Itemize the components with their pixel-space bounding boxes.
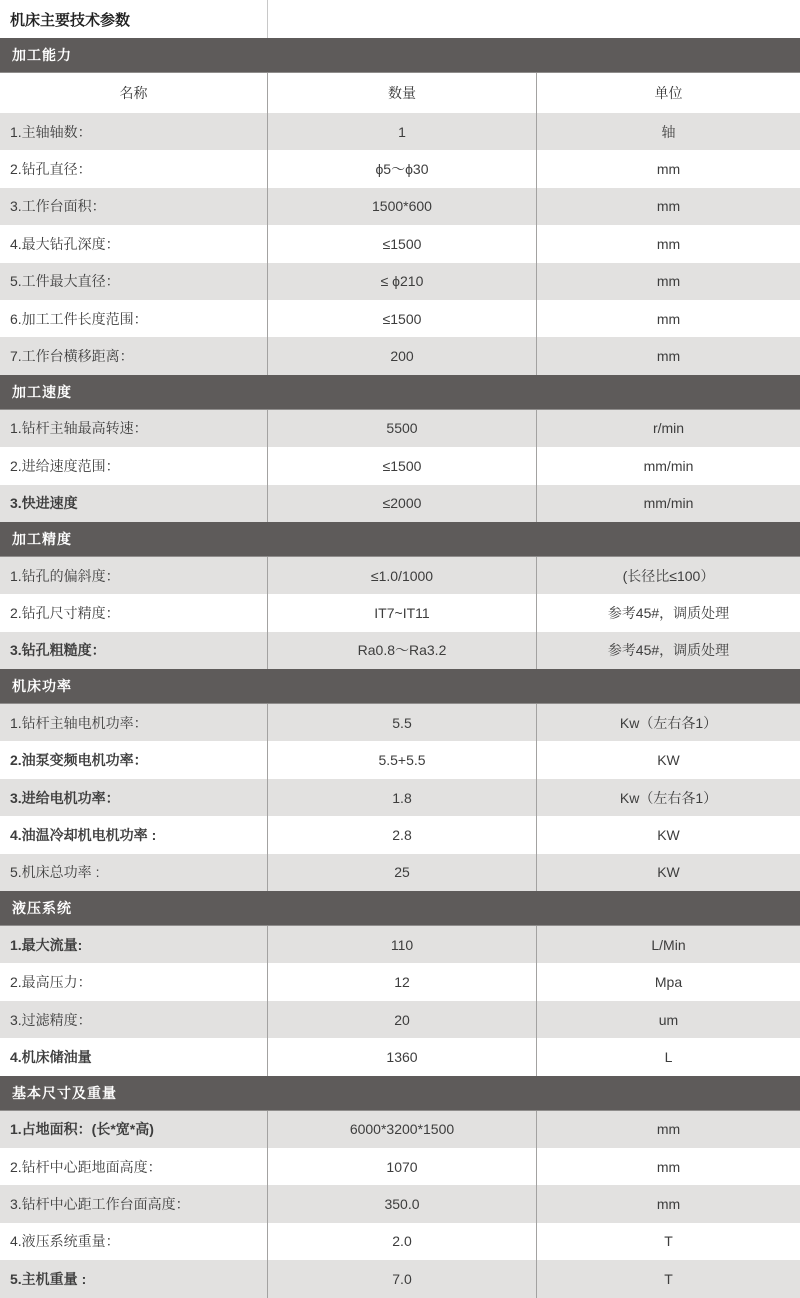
row-name-cell: 1.钻杆主轴电机功率： <box>10 714 148 731</box>
row-value-cell: 5500 <box>267 410 536 447</box>
row-name-cell: 7.工作台横移距离： <box>10 348 134 365</box>
title-column-divider <box>267 0 268 38</box>
spec-row <box>0 926 800 963</box>
row-name-cell: 3.进给电机功率： <box>10 789 120 806</box>
row-value-cell: 1500*600 <box>267 188 536 225</box>
row-value-cell: 2.0 <box>267 1223 536 1260</box>
row-unit-cell: Kw（左右各1） <box>536 779 800 816</box>
spec-row <box>0 1111 800 1148</box>
row-unit-cell: r/min <box>536 410 800 447</box>
row-name-cell: 2.钻孔尺寸精度： <box>10 604 120 621</box>
row-value-cell: 1070 <box>267 1148 536 1185</box>
row-name-cell: 4.最大钻孔深度： <box>10 235 120 252</box>
row-unit-cell: mm <box>536 1148 800 1185</box>
row-unit-cell: mm <box>536 225 800 262</box>
row-value-cell: ≤1500 <box>267 447 536 484</box>
row-value-cell: 110 <box>267 926 536 963</box>
row-value-cell: 6000*3200*1500 <box>267 1111 536 1148</box>
spec-row <box>0 1001 800 1038</box>
spec-row <box>0 447 800 484</box>
column-header-row <box>0 73 800 113</box>
row-name-cell: 3.工作台面积： <box>10 198 106 215</box>
row-value-cell: 2.8 <box>267 816 536 853</box>
spec-row <box>0 1148 800 1185</box>
page-title: 机床主要技术参数 <box>10 11 131 29</box>
row-unit-cell: 轴 <box>536 113 800 150</box>
row-unit-cell: mm <box>536 188 800 225</box>
section-bar-3: 加工精度 <box>0 522 800 557</box>
section-bar-2: 加工速度 <box>0 375 800 410</box>
spec-row <box>0 594 800 631</box>
row-name-cell: 3.钻杆中心距工作台面高度： <box>10 1196 190 1213</box>
row-unit-cell: (长径比≤100） <box>536 557 800 594</box>
row-value-cell: 5.5 <box>267 704 536 741</box>
row-name-cell: 2.钻孔直径： <box>10 161 92 178</box>
row-value-cell: 1.8 <box>267 779 536 816</box>
spec-row <box>0 854 800 891</box>
page-title-row <box>0 0 800 38</box>
section-bar-5: 液压系统 <box>0 891 800 926</box>
row-value-cell: 20 <box>267 1001 536 1038</box>
spec-row <box>0 337 800 374</box>
row-unit-cell: L <box>536 1038 800 1075</box>
row-name-cell: 1.占地面积：(长*宽*高) <box>10 1121 154 1138</box>
row-unit-cell: Mpa <box>536 963 800 1000</box>
section-bar-1: 加工能力 <box>0 38 800 73</box>
row-value-cell: 1 <box>267 113 536 150</box>
row-name-cell: 6.加工工件长度范围： <box>10 310 148 327</box>
spec-row <box>0 410 800 447</box>
row-name-cell: 1.钻杆主轴最高转速： <box>10 420 148 437</box>
column-header-name: 名称 <box>119 85 148 101</box>
section-bar-4: 机床功率 <box>0 669 800 704</box>
row-value-cell: 7.0 <box>267 1260 536 1297</box>
row-value-cell: 12 <box>267 963 536 1000</box>
column-header-value: 数量 <box>267 73 536 113</box>
row-name-cell: 4.油温冷却机电机功率 : <box>10 826 157 843</box>
row-unit-cell: T <box>536 1223 800 1260</box>
row-name-cell: 2.进给速度范围： <box>10 457 120 474</box>
row-value-cell: ϕ5～ϕ30 <box>267 150 536 187</box>
row-name-cell: 4.机床储油量 <box>10 1048 92 1065</box>
row-unit-cell: KW <box>536 741 800 778</box>
row-value-cell: ≤1500 <box>267 225 536 262</box>
spec-row <box>0 485 800 522</box>
spec-row <box>0 557 800 594</box>
row-value-cell: 350.0 <box>267 1185 536 1222</box>
row-unit-cell: KW <box>536 854 800 891</box>
row-value-cell: IT7~IT11 <box>267 594 536 631</box>
spec-row <box>0 963 800 1000</box>
row-name-cell: 5.主机重量 : <box>10 1270 87 1287</box>
spec-table-body <box>0 38 800 1298</box>
row-name-cell: 2.油泵变频电机功率： <box>10 752 148 769</box>
row-name-cell: 3.钻孔粗糙度： <box>10 642 106 659</box>
row-unit-cell: mm <box>536 300 800 337</box>
row-name-cell: 1.主轴轴数： <box>10 123 92 140</box>
row-unit-cell: mm/min <box>536 447 800 484</box>
row-unit-cell: mm <box>536 263 800 300</box>
row-name-cell: 2.钻杆中心距地面高度： <box>10 1158 162 1175</box>
row-value-cell: ≤2000 <box>267 485 536 522</box>
row-value-cell: 25 <box>267 854 536 891</box>
column-header-unit: 单位 <box>536 73 800 113</box>
row-name-cell: 3.快进速度 <box>10 495 78 512</box>
spec-row <box>0 1223 800 1260</box>
spec-row <box>0 816 800 853</box>
spec-row <box>0 704 800 741</box>
row-name-cell: 2.最高压力： <box>10 974 92 991</box>
row-unit-cell: Kw（左右各1） <box>536 704 800 741</box>
row-name-cell: 1.最大流量: <box>10 936 83 953</box>
spec-row <box>0 225 800 262</box>
row-unit-cell: 参考45#，调质处理 <box>536 594 800 631</box>
spec-row <box>0 263 800 300</box>
row-unit-cell: T <box>536 1260 800 1297</box>
row-unit-cell: mm <box>536 150 800 187</box>
row-value-cell: ≤ ϕ210 <box>267 263 536 300</box>
spec-row <box>0 113 800 150</box>
row-name-cell: 5.机床总功率 : <box>10 864 100 881</box>
row-value-cell: 200 <box>267 337 536 374</box>
row-name-cell: 5.工件最大直径： <box>10 273 120 290</box>
row-value-cell: ≤1.0/1000 <box>267 557 536 594</box>
row-name-cell: 1.钻孔的偏斜度： <box>10 567 120 584</box>
row-unit-cell: mm <box>536 1111 800 1148</box>
row-unit-cell: mm/min <box>536 485 800 522</box>
spec-row <box>0 741 800 778</box>
row-value-cell: ≤1500 <box>267 300 536 337</box>
row-name-cell: 4.液压系统重量： <box>10 1233 120 1250</box>
spec-row <box>0 188 800 225</box>
row-value-cell: 1360 <box>267 1038 536 1075</box>
spec-row <box>0 300 800 337</box>
spec-row <box>0 632 800 669</box>
row-unit-cell: um <box>536 1001 800 1038</box>
row-name-cell: 3.过滤精度： <box>10 1011 92 1028</box>
row-unit-cell: mm <box>536 1185 800 1222</box>
row-value-cell: Ra0.8～Ra3.2 <box>267 632 536 669</box>
row-unit-cell: 参考45#，调质处理 <box>536 632 800 669</box>
row-unit-cell: KW <box>536 816 800 853</box>
spec-row <box>0 1185 800 1222</box>
spec-row <box>0 779 800 816</box>
spec-row <box>0 1260 800 1297</box>
spec-row <box>0 150 800 187</box>
row-unit-cell: mm <box>536 337 800 374</box>
section-bar-6: 基本尺寸及重量 <box>0 1076 800 1111</box>
spec-row <box>0 1038 800 1075</box>
row-unit-cell: L/Min <box>536 926 800 963</box>
row-value-cell: 5.5+5.5 <box>267 741 536 778</box>
